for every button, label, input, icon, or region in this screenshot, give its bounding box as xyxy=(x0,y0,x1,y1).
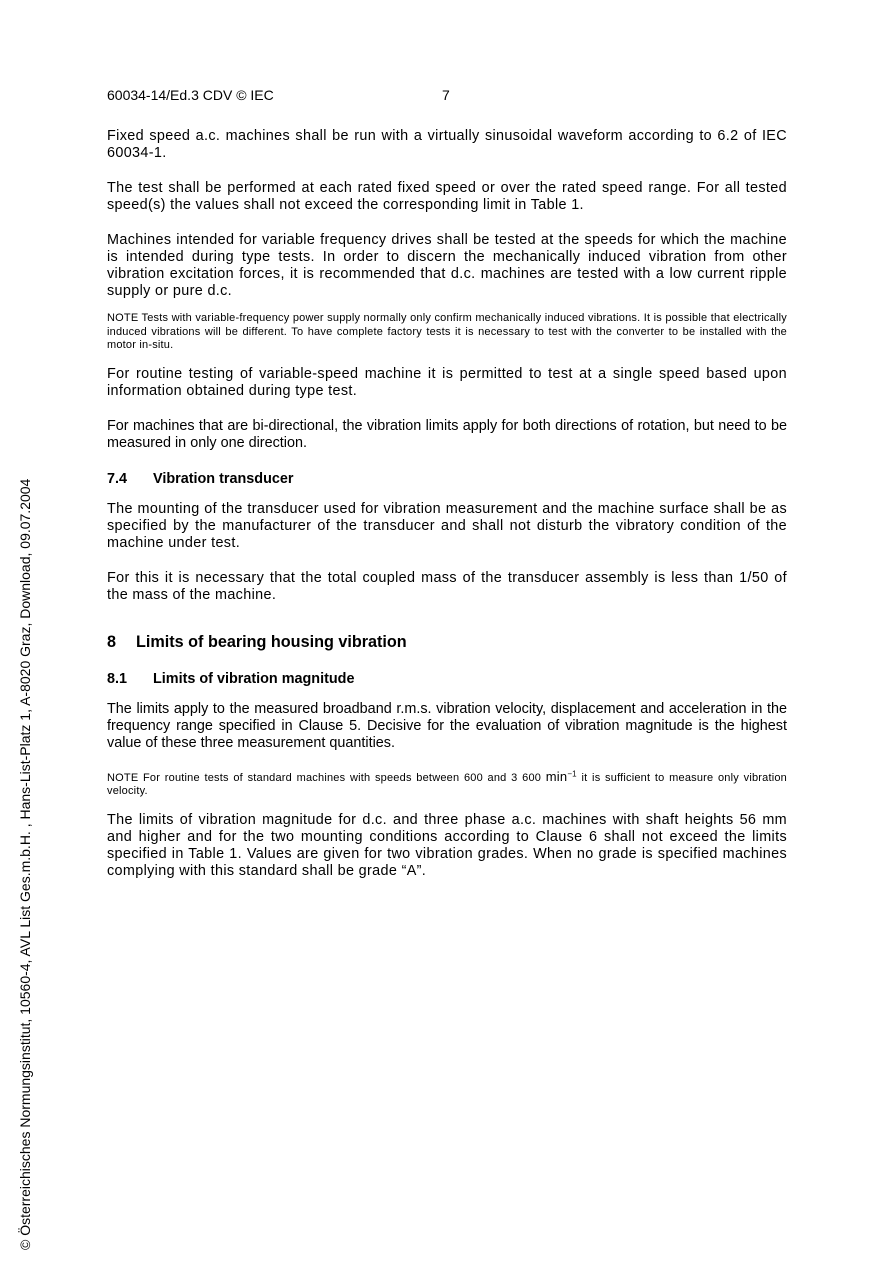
section-heading-8 xyxy=(107,632,787,652)
paragraph-rated-speed: The test shall be performed at each rated fixed speed or over the rated speed range. For all tested speed(s) the values shall not exceed the corresponding limit in Table 1. xyxy=(107,180,787,213)
paragraph-routine-testing: For routine testing of variable-speed machine it is permitted to test at a single speed based upon information obtained during type test. xyxy=(107,365,787,399)
document-reference: 60034-14/Ed.3 CDV © IEC xyxy=(107,87,274,103)
section-title: Limits of bearing housing vibration xyxy=(136,632,407,651)
section-number: 8.1 xyxy=(107,670,128,687)
section-heading-8-1 xyxy=(107,670,787,688)
paragraph-coupled-mass: For this it is necessary that the total coupled mass of the transducer assembly is less than 1/50 of the mass of the machine. xyxy=(107,569,787,603)
paragraph-variable-frequency: Machines intended for variable frequency drives shall be tested at the speeds for which the machine is intended during type tests. In order to discern the mechanically induced vibration from other vibration excitation forces, it is recommended that d.c. machines are tested with a low current ripple supply or pure d.c. xyxy=(107,232,787,299)
paragraph-transducer-mounting: The mounting of the transducer used for vibration measurement and the machine surface shall be as specified by the manufacturer of the transducer and shall not disturb the vibratory condition of the machine under test. xyxy=(107,500,787,551)
paragraph-sinusoidal-waveform: Fixed speed a.c. machines shall be run with a virtually sinusoidal waveform according to 6.2 of IEC 60034-1. xyxy=(107,128,787,161)
section-title: Vibration transducer xyxy=(153,470,294,487)
note-unit-exponent: −1 xyxy=(567,768,577,778)
section-number: 7.4 xyxy=(107,470,128,487)
page-body xyxy=(107,128,787,880)
note-unit: min xyxy=(545,768,568,784)
page-number: 7 xyxy=(442,87,450,103)
note-routine-tests xyxy=(107,770,787,799)
copyright-watermark: © Österreichisches Normungsinstitut, 10560-4, AVL List Ges.m.b.H. , Hans-List-Platz 1, A-8020 Graz, Download, 09.07.2004 xyxy=(17,478,33,1250)
section-title: Limits of vibration magnitude xyxy=(153,670,355,687)
paragraph-limits-apply: The limits apply to the measured broadband r.m.s. vibration velocity, displacement and acceleration in the frequency range specified in Clause 5. Decisive for the evaluation of vibration magnitude is the highest value of these three measurement quantities. xyxy=(107,700,787,751)
paragraph-bi-directional: For machines that are bi-directional, the vibration limits apply for both directions of rotation, but need to be measured in only one direction. xyxy=(107,417,787,451)
section-number: 8 xyxy=(107,632,117,651)
note-text: NOTE For routine tests of standard machines with speeds between 600 and 3 600 xyxy=(107,771,546,784)
note-text: it is sufficient to measure only vibration velocity. xyxy=(107,771,788,797)
paragraph-limits-magnitude: The limits of vibration magnitude for d.c. and three phase a.c. machines with shaft heights 56 mm and higher and for the two mounting conditions according to Clause 6 shall not exceed the limits specified in Table 1. Values are given for two vibration grades. When no grade is specified machines complying with this standard shall be grade “A”. xyxy=(107,811,787,879)
section-heading-7-4 xyxy=(107,470,787,488)
note-variable-frequency: NOTE Tests with variable-frequency power supply normally only confirm mechanically induced vibrations. It is possible that electrically induced vibrations will be different. To have complete factory tests it is necessary to test with the converter to be installed with the motor in-situ. xyxy=(107,312,787,351)
